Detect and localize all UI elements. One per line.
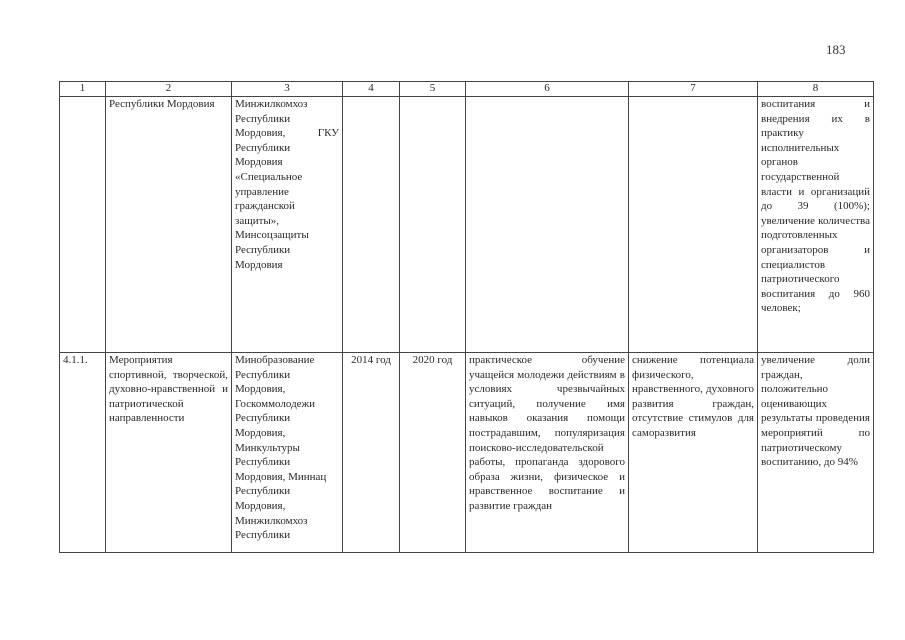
- event-name-cell: Республики Мордовия: [106, 97, 232, 353]
- start-year-cell: [343, 97, 400, 353]
- row-number-cell: 4.1.1.: [60, 353, 106, 553]
- measures-table: [59, 81, 874, 553]
- row-number-cell: [60, 97, 106, 353]
- consequence-cell: снижение потенциала физического, нравственного, духовного развития граждан, отсутствие стимулов для саморазвития: [629, 353, 758, 553]
- consequence-cell: [629, 97, 758, 353]
- expected-result-cell: [466, 97, 629, 353]
- table-header-row: [60, 82, 874, 97]
- start-year-cell: 2014 год: [343, 353, 400, 553]
- indicator-link-cell: увеличение доли граждан, положительно оценивающих результаты проведения мероприятий по патриотическому воспитанию, до 94%: [758, 353, 874, 553]
- column-header: 5: [400, 82, 466, 97]
- column-header: 8: [758, 82, 874, 97]
- executor-cell: Минжилкомхоз Республики Мордовия, ГКУ Республики Мордовия «Специальное управление гражданской защиты», Минсоцзащиты Республики Мордовия: [232, 97, 343, 353]
- column-header: 1: [60, 82, 106, 97]
- end-year-cell: [400, 97, 466, 353]
- column-header: 4: [343, 82, 400, 97]
- table-row: [60, 97, 874, 353]
- executor-cell: Минобразование Республики Мордовия, Госкоммолодежи Республики Мордовия, Минкультуры Республики Мордовия, Миннац Республики Мордовия, Минжилкомхоз Республики: [232, 353, 343, 553]
- column-header: 3: [232, 82, 343, 97]
- end-year-cell: 2020 год: [400, 353, 466, 553]
- indicator-link-cell: воспитания и внедрения их в практику исполнительных органов государственной власти и организаций до 39 (100%); увеличение количества подготовленных организаторов и специалистов патриотического воспитания до 960 человек;: [758, 97, 874, 353]
- event-name-cell: Мероприятия спортивной, творческой, духовно-нравственной и патриотической направленности: [106, 353, 232, 553]
- column-header: 2: [106, 82, 232, 97]
- column-header: 7: [629, 82, 758, 97]
- column-header: 6: [466, 82, 629, 97]
- expected-result-cell: практическое обучение учащейся молодежи действиям в условиях чрезвычайных ситуаций, получение имя навыков оказания помощи пострадавшим, популяризация поисково-исследовательской работы, пропаганда здорового образа жизни, физическое и нравственное воспитание и развитие граждан: [466, 353, 629, 553]
- table-row: [60, 353, 874, 553]
- page-number: 183: [826, 42, 846, 57]
